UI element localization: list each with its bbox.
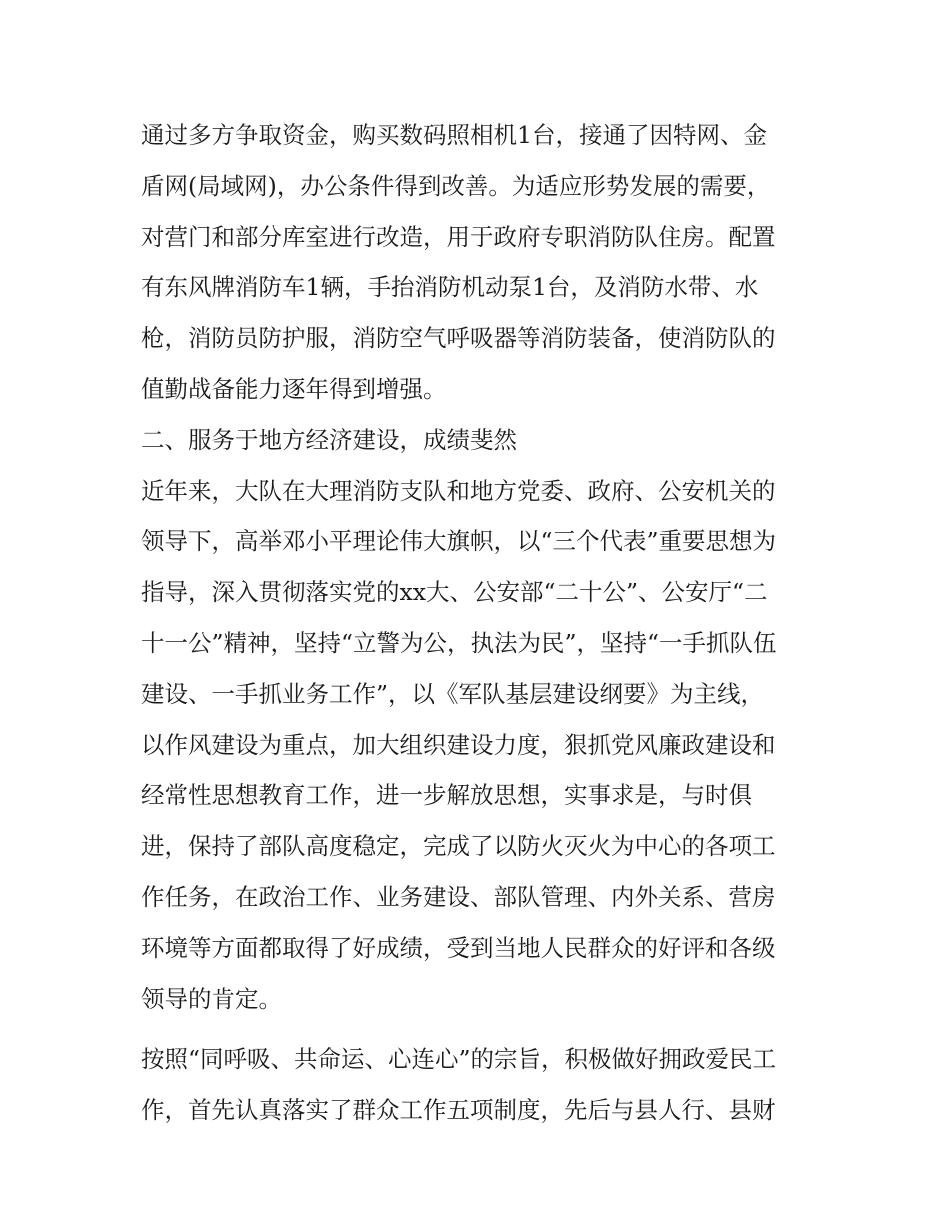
- text-line: 以作风建设为重点，加大组织建设力度，狠抓党风廉政建设和: [141, 730, 776, 759]
- paragraph-community: [141, 1034, 821, 1136]
- text-line: 建设、一手抓业务工作”，以《军队基层建设纲要》为主线，: [141, 679, 765, 708]
- text-line: 经常性思想教育工作，进一步解放思想，实事求是，与时俱: [141, 781, 752, 810]
- text-line: 枪，消防员防护服，消防空气呼吸器等消防装备，使消防队的: [141, 324, 776, 353]
- text-line: 十一公”精神，坚持“立警为公，执法为民”，坚持“一手抓队伍: [141, 628, 777, 657]
- text-line: 指导，深入贯彻落实党的xx大、公安部“二十公”、公安厅“二: [141, 578, 768, 607]
- text-line: 盾网(局域网)，办公条件得到改善。为适应形势发展的需要，: [141, 171, 771, 200]
- section-heading: [141, 415, 821, 466]
- text-line: 对营门和部分库室进行改造，用于政府专职消防队住房。配置: [141, 222, 776, 251]
- document-body: [141, 110, 821, 1136]
- text-line: 进，保持了部队高度稳定，完成了以防火灭火为中心的各项工: [141, 832, 776, 861]
- text-line: 作，首先认真落实了群众工作五项制度，先后与县人行、县财: [141, 1096, 776, 1125]
- paragraph-equipment: [141, 110, 821, 415]
- text-line: 环境等方面都取得了好成绩，受到当地人民群众的好评和各级: [141, 933, 776, 962]
- paragraph-achievements: [141, 466, 821, 1025]
- paragraph-spacer: [141, 1024, 821, 1034]
- text-line: 领导的肯定。: [141, 984, 282, 1013]
- text-line: 近年来，大队在大理消防支队和地方党委、政府、公安机关的: [141, 476, 776, 505]
- text-line: 值勤战备能力逐年得到增强。: [141, 374, 447, 403]
- text-line: 领导下，高举邓小平理论伟大旗帜，以“三个代表”重要思想为: [141, 527, 777, 556]
- text-line: 作任务，在政治工作、业务建设、部队管理、内外关系、营房: [141, 882, 776, 911]
- text-line: 按照“同呼吸、共命运、心连心”的宗旨，积极做好拥政爱民工: [141, 1045, 777, 1074]
- heading-line: 二、服务于地方经济建设，成绩斐然: [141, 425, 517, 454]
- text-line: 有东风牌消防车1辆，手抬消防机动泵1台，及消防水带、水: [141, 273, 759, 302]
- text-line: 通过多方争取资金，购买数码照相机1台，接通了因特网、金: [141, 121, 767, 149]
